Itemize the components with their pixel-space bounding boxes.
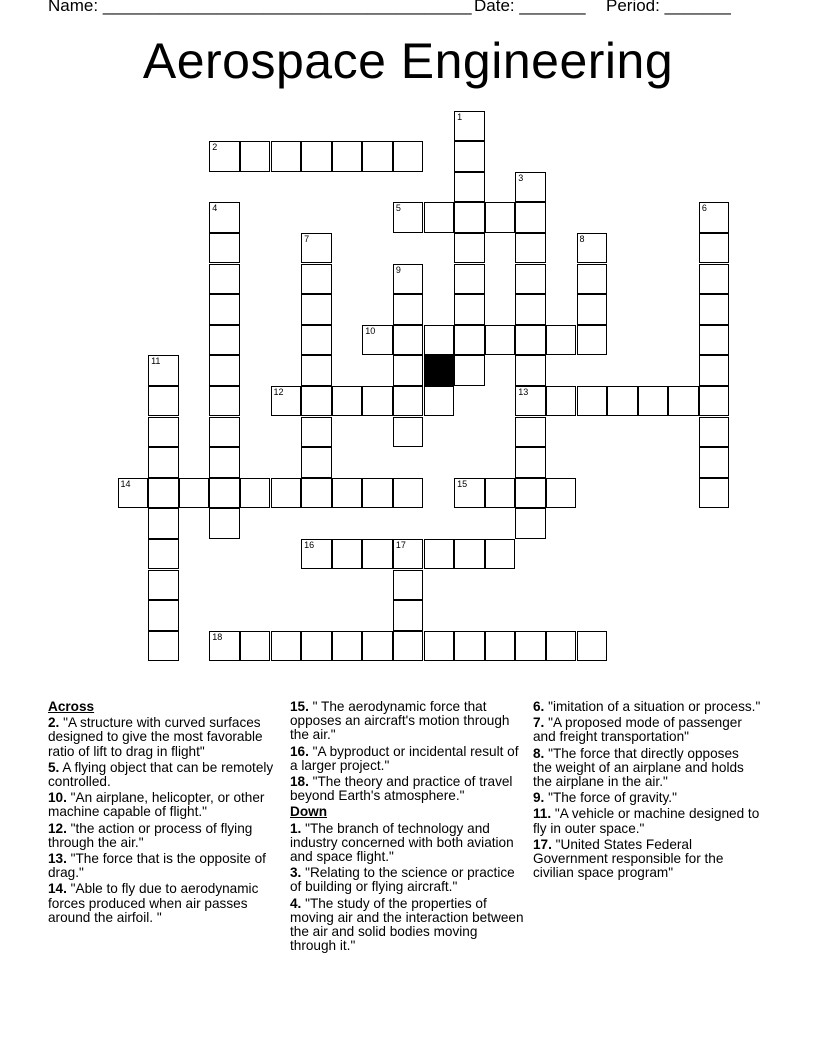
grid-cell[interactable] [148, 508, 179, 539]
clue-number-label: 8. [533, 745, 545, 761]
clue-number-label: 15. [290, 699, 309, 714]
grid-cell[interactable] [515, 447, 546, 478]
clue-number-label: 10. [48, 790, 67, 806]
date-field[interactable]: _______ [519, 0, 586, 15]
clue-text: " The aerodynamic force that opposes an aircraft's motion through the air." [290, 699, 510, 743]
grid-cell[interactable] [362, 386, 393, 417]
grid-cell[interactable] [148, 539, 179, 570]
clue-item [533, 716, 761, 744]
grid-cell[interactable] [577, 631, 608, 662]
clue-item [48, 716, 282, 759]
clue-number-label: 2. [48, 715, 60, 731]
clue-number: 6 [701, 203, 707, 214]
grid-cell[interactable] [485, 478, 516, 509]
clues-column-2 [290, 700, 526, 955]
clue-item [48, 852, 282, 880]
grid-cell[interactable] [454, 325, 485, 356]
grid-cell[interactable] [638, 386, 669, 417]
grid-cell[interactable] [424, 202, 455, 233]
clue-number: 13 [518, 386, 529, 397]
grid-cell[interactable] [301, 539, 332, 570]
grid-cell[interactable] [271, 478, 302, 509]
clue-number-label: 14. [48, 881, 67, 897]
grid-cell[interactable] [454, 172, 485, 203]
grid-cell[interactable] [454, 631, 485, 662]
grid-cell[interactable] [515, 478, 546, 509]
clue-number: 15 [457, 478, 468, 489]
grid-cell[interactable] [454, 141, 485, 172]
grid-cell[interactable] [240, 141, 271, 172]
period-field[interactable]: _______ [664, 0, 731, 15]
grid-cell[interactable] [607, 386, 638, 417]
grid-cell[interactable] [148, 600, 179, 631]
clue-number-label: 11. [533, 806, 552, 822]
grid-cell[interactable] [393, 325, 424, 356]
grid-cell[interactable] [515, 233, 546, 264]
grid-cell[interactable] [454, 355, 485, 386]
grid-cell[interactable] [362, 478, 393, 509]
clue-item [533, 807, 761, 835]
clue-item [290, 866, 526, 894]
grid-cell[interactable] [240, 478, 271, 509]
clue-item [48, 822, 282, 850]
clue-text: "The theory and practice of travel beyond Earth's atmosphere." [290, 774, 513, 804]
grid-cell[interactable] [577, 294, 608, 325]
clue-number: 9 [395, 264, 401, 275]
grid-cell[interactable] [332, 631, 363, 662]
grid-cell[interactable] [393, 202, 424, 233]
grid-cell[interactable] [424, 386, 455, 417]
grid-cell[interactable] [699, 386, 730, 417]
grid-cell[interactable] [362, 631, 393, 662]
grid-cell[interactable] [301, 355, 332, 386]
grid-cell[interactable] [301, 141, 332, 172]
name-label: Name: [48, 0, 99, 15]
grid-cell[interactable] [485, 325, 516, 356]
grid-cell[interactable] [515, 508, 546, 539]
grid-cell[interactable] [209, 355, 240, 386]
grid-cell[interactable] [332, 539, 363, 570]
grid-cell[interactable] [240, 631, 271, 662]
clue-text: "imitation of a situation or process." [544, 699, 761, 714]
grid-cell[interactable] [362, 539, 393, 570]
clue-number-label: 13. [48, 851, 67, 867]
grid-cell[interactable] [485, 202, 516, 233]
clue-number-label: 5. [48, 759, 60, 775]
grid-cell[interactable] [515, 294, 546, 325]
grid-cell[interactable] [454, 294, 485, 325]
clue-number-label: 9. [533, 790, 545, 806]
grid-cell[interactable] [699, 417, 730, 448]
grid-cell[interactable] [577, 386, 608, 417]
clue-text: "Able to fly due to aerodynamic forces produced when air passes around the airfoil. " [48, 881, 259, 925]
clue-number: 10 [365, 325, 376, 336]
clue-number: 8 [579, 233, 585, 244]
clue-text: "United States Federal Government responsible for the civilian space program" [533, 836, 724, 881]
clue-number: 1 [457, 111, 463, 122]
blocked-cell [424, 355, 455, 386]
grid-cell[interactable] [454, 478, 485, 509]
grid-cell[interactable] [424, 539, 455, 570]
grid-cell[interactable] [271, 141, 302, 172]
grid-cell[interactable] [515, 417, 546, 448]
clue-text: "The force that directly opposes the weight of an airplane and holds the airplane in the air." [533, 745, 744, 790]
grid-cell[interactable] [393, 141, 424, 172]
date-label: Date: [474, 0, 515, 15]
grid-cell[interactable] [393, 570, 424, 601]
clue-item [48, 761, 282, 789]
grid-cell[interactable] [209, 417, 240, 448]
clue-number: 18 [212, 631, 223, 642]
grid-cell[interactable] [393, 478, 424, 509]
clue-item [290, 897, 526, 954]
clues-column-1 [48, 700, 282, 927]
grid-cell[interactable] [515, 202, 546, 233]
grid-cell[interactable] [393, 631, 424, 662]
clue-text: "A proposed mode of passenger and freight transportation" [533, 715, 742, 745]
grid-cell[interactable] [209, 631, 240, 662]
grid-cell[interactable] [118, 478, 149, 509]
grid-cell[interactable] [271, 386, 302, 417]
clue-item [290, 745, 526, 773]
grid-cell[interactable] [301, 447, 332, 478]
clue-item [290, 775, 526, 803]
grid-cell[interactable] [209, 447, 240, 478]
clue-text: "A vehicle or machine designed to fly in outer space." [533, 806, 760, 836]
grid-cell[interactable] [301, 233, 332, 264]
grid-cell[interactable] [209, 233, 240, 264]
clue-number: 4 [212, 203, 218, 214]
grid-cell[interactable] [209, 202, 240, 233]
clue-number-label: 17. [533, 836, 552, 852]
clue-number: 17 [395, 539, 406, 550]
grid-cell[interactable] [546, 386, 577, 417]
grid-cell[interactable] [271, 631, 302, 662]
grid-cell[interactable] [301, 478, 332, 509]
grid-cell[interactable] [699, 325, 730, 356]
clue-text: "A structure with curved surfaces designed to give the most favorable ratio of lift to drag in flight" [48, 715, 263, 759]
grid-cell[interactable] [699, 478, 730, 509]
grid-cell[interactable] [362, 141, 393, 172]
grid-cell[interactable] [148, 478, 179, 509]
grid-cell[interactable] [301, 325, 332, 356]
clue-number-label: 6. [533, 699, 545, 714]
clue-item [290, 700, 526, 743]
grid-cell[interactable] [454, 111, 485, 142]
grid-cell[interactable] [301, 631, 332, 662]
grid-cell[interactable] [148, 355, 179, 386]
grid-cell[interactable] [515, 355, 546, 386]
clue-text: "The branch of technology and industry concerned with both aviation and space flight." [290, 820, 514, 865]
clue-text: "the action or process of flying through the air." [48, 820, 253, 850]
grid-cell[interactable] [485, 539, 516, 570]
clue-item [290, 822, 526, 865]
clue-number-label: 3. [290, 865, 302, 881]
grid-cell[interactable] [668, 386, 699, 417]
grid-cell[interactable] [699, 447, 730, 478]
grid-cell[interactable] [699, 355, 730, 386]
grid-cell[interactable] [209, 508, 240, 539]
grid-cell[interactable] [209, 325, 240, 356]
clue-number: 12 [273, 386, 284, 397]
clue-number: 16 [304, 539, 315, 550]
clue-number: 14 [120, 478, 131, 489]
grid-cell[interactable] [209, 141, 240, 172]
clue-number-label: 1. [290, 820, 302, 836]
clue-item [533, 700, 761, 714]
grid-cell[interactable] [546, 478, 577, 509]
clue-number-label: 4. [290, 895, 302, 911]
grid-cell[interactable] [332, 141, 363, 172]
clue-number: 5 [395, 203, 401, 214]
clue-number-label: 12. [48, 820, 67, 836]
down-heading: Down [290, 804, 327, 820]
grid-cell[interactable] [424, 325, 455, 356]
grid-cell[interactable] [209, 386, 240, 417]
clue-number: 2 [212, 142, 218, 153]
grid-cell[interactable] [393, 386, 424, 417]
clue-number-label: 7. [533, 715, 545, 731]
clue-text: "An airplane, helicopter, or other machine capable of flight." [48, 790, 265, 820]
clue-item [533, 838, 761, 881]
grid-cell[interactable] [301, 294, 332, 325]
grid-cell[interactable] [515, 325, 546, 356]
grid-cell[interactable] [699, 202, 730, 233]
grid-cell[interactable] [515, 386, 546, 417]
grid-cell[interactable] [699, 233, 730, 264]
across-heading: Across [48, 699, 95, 714]
grid-cell[interactable] [546, 631, 577, 662]
grid-cell[interactable] [209, 264, 240, 295]
clue-text: "The study of the properties of moving air and the interaction between the air and solid bodies moving through it." [290, 895, 524, 954]
period-label: Period: [606, 0, 660, 15]
grid-cell[interactable] [148, 447, 179, 478]
grid-cell[interactable] [332, 478, 363, 509]
grid-cell[interactable] [577, 233, 608, 264]
clue-number-label: 16. [290, 743, 309, 759]
clue-item [48, 882, 282, 925]
grid-cell[interactable] [577, 325, 608, 356]
grid-cell[interactable] [148, 631, 179, 662]
grid-cell[interactable] [515, 631, 546, 662]
clue-text: "The force of gravity." [544, 790, 677, 806]
clue-number: 11 [151, 356, 161, 367]
clue-item [533, 791, 761, 805]
grid-cell[interactable] [546, 325, 577, 356]
grid-cell[interactable] [179, 478, 210, 509]
grid-cell[interactable] [515, 264, 546, 295]
grid-cell[interactable] [454, 264, 485, 295]
name-field[interactable]: _______________________________________ [102, 0, 472, 15]
clue-number-label: 18. [290, 774, 309, 790]
clue-item [48, 791, 282, 819]
grid-cell[interactable] [148, 570, 179, 601]
student-info-header [48, 0, 731, 16]
clue-text: "Relating to the science or practice of building or flying aircraft." [290, 865, 515, 895]
clue-number: 7 [304, 233, 310, 244]
grid-cell[interactable] [301, 386, 332, 417]
clue-text: "A byproduct or incidental result of a larger project." [290, 743, 519, 773]
page-title: Aerospace Engineering [142, 33, 674, 89]
grid-cell[interactable] [577, 264, 608, 295]
clue-text: "The force that is the opposite of drag." [48, 851, 266, 881]
grid-cell[interactable] [454, 539, 485, 570]
grid-cell[interactable] [393, 294, 424, 325]
grid-cell[interactable] [454, 202, 485, 233]
clue-number: 3 [518, 172, 524, 183]
grid-cell[interactable] [209, 294, 240, 325]
grid-cell[interactable] [209, 478, 240, 509]
grid-cell[interactable] [301, 417, 332, 448]
grid-cell[interactable] [515, 172, 546, 203]
clues-column-3 [533, 700, 761, 882]
grid-cell[interactable] [332, 386, 363, 417]
grid-cell[interactable] [393, 600, 424, 631]
grid-cell[interactable] [393, 417, 424, 448]
grid-cell[interactable] [424, 631, 455, 662]
grid-cell[interactable] [301, 264, 332, 295]
grid-cell[interactable] [393, 264, 424, 295]
grid-cell[interactable] [699, 294, 730, 325]
grid-cell[interactable] [148, 417, 179, 448]
grid-cell[interactable] [393, 355, 424, 386]
grid-cell[interactable] [454, 233, 485, 264]
grid-cell[interactable] [485, 631, 516, 662]
grid-cell[interactable] [362, 325, 393, 356]
clue-item [533, 747, 761, 790]
grid-cell[interactable] [393, 539, 424, 570]
clue-text: A flying object that can be remotely controlled. [48, 759, 274, 790]
grid-cell[interactable] [148, 386, 179, 417]
grid-cell[interactable] [699, 264, 730, 295]
